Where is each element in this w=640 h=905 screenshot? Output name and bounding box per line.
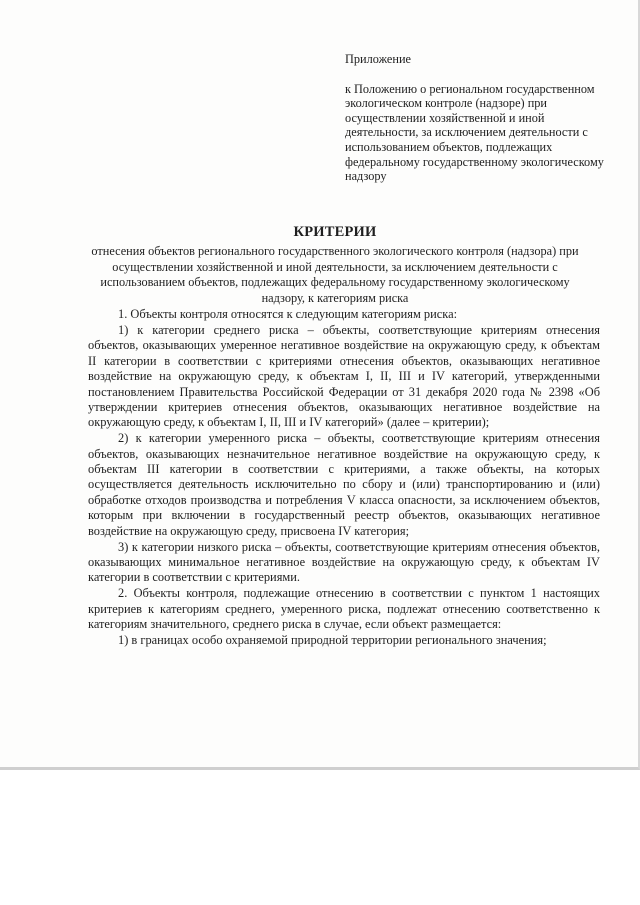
appendix-block xyxy=(345,52,610,184)
paragraph-1-1: 1) к категории среднего риска – объекты, соответствующие критериям отнесения объектов, оказывающих умеренное негативное воздействие на окружающую среду, к объектам II категории в соответствии с критериями отнесения объектов, оказывающих негативное воздействие на окружающую среду, к объектам I, II, III и IV категорий, утвержденными постановлением Правительства Российской Федерации от 31 декабря 2020 года № 2398 «Об утверждении критериев отнесения объектов, оказывающих негативное воздействие на окружающую среду, к объектам I, II, III и IV категорий» (далее – критерии); xyxy=(88,322,600,430)
document-subtitle: отнесения объектов регионального государственного экологического контроля (надзора) при осуществлении хозяйственной и иной деятельности, за исключением деятельности с использованием объектов, подлежащих федеральному государственному экологическому надзору, к категориям риска xyxy=(91,244,579,305)
document-title: КРИТЕРИИ xyxy=(293,224,377,240)
appendix-text: к Положению о региональном государственном экологическом контроле (надзоре) при осуществлении хозяйственной и иной деятельности, за исключением деятельности с использованием объектов, подлежащих федеральному государственному экологическому надзору xyxy=(345,81,604,184)
document-heading xyxy=(90,224,580,306)
blank-margin xyxy=(0,770,640,905)
appendix-title: Приложение xyxy=(345,52,411,66)
paragraph-2-1: 1) в границах особо охраняемой природной территории регионального значения; xyxy=(118,633,547,648)
paragraph-2: 2. Объекты контроля, подлежащие отнесению в соответствии с пунктом 1 настоящих критериев к категориям среднего, умеренного риска, подлежат отнесению соответственно к категориям значительного, среднего риска в случае, если объект размещается: xyxy=(88,586,600,632)
document-body xyxy=(88,307,600,648)
paragraph-1-3: 3) к категории низкого риска – объекты, соответствующие критериям отнесения объектов, оказывающих минимальное негативное воздействие на окружающую среду, к объектам IV категории в соответствии с критериями. xyxy=(88,539,600,585)
paragraph-1: 1. Объекты контроля относятся к следующим категориям риска: xyxy=(118,307,458,321)
paragraph-1-2: 2) к категории умеренного риска – объекты, соответствующие критериям отнесения объектов, оказывающих незначительное негативное воздействие на окружающую среду, к объектам III категории в соответствии с критериями, а также объекты, на которых осуществляется деятельность исключительно по сбору и (или) транспортированию и (или) обработке отходов производства и потребления V класса опасности, за исключением объектов, которым при включении в государственный реестр объектов, оказывающих негативное воздействие на окружающую среду, присвоена IV категория; xyxy=(88,431,600,538)
